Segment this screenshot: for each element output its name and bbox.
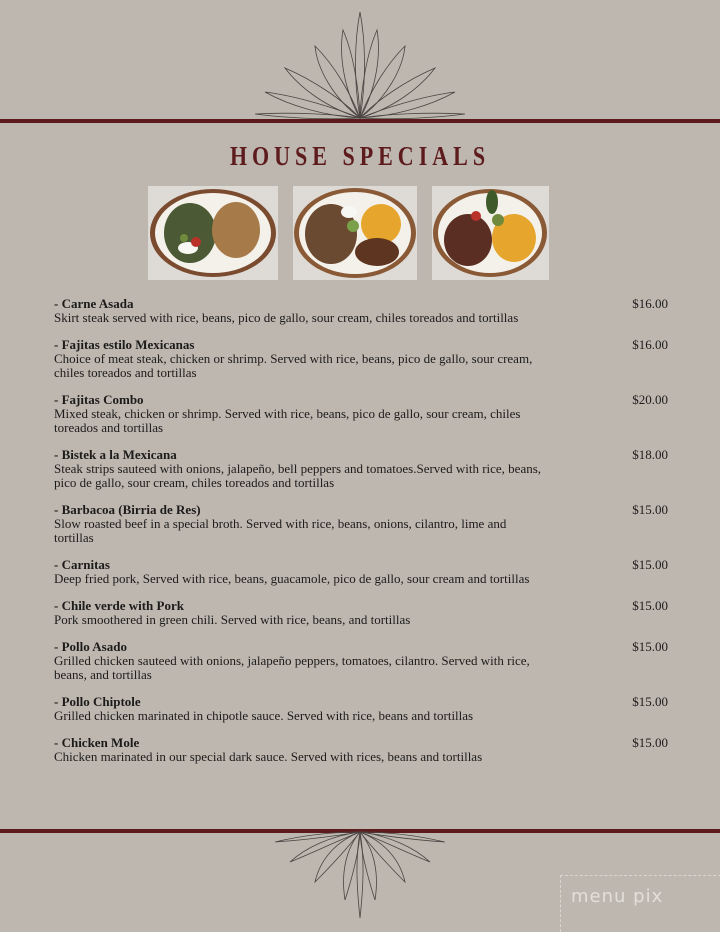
item-price: $15.00 — [632, 639, 668, 654]
item-price: $16.00 — [632, 337, 668, 352]
item-name: - Barbacoa (Birria de Res) — [54, 502, 201, 517]
top-divider — [0, 119, 720, 123]
menu-item-carnitas — [54, 558, 674, 586]
item-price: $15.00 — [632, 694, 668, 709]
menu-item-fajitas-combo — [54, 393, 674, 435]
item-price: $15.00 — [632, 735, 668, 750]
item-price: $15.00 — [632, 502, 668, 517]
item-description: Chicken marinated in our special dark sauce. Served with rices, beans and tortillas — [54, 749, 483, 764]
menu-item-carne-asada — [54, 297, 674, 325]
menu-item-chicken-mole — [54, 736, 674, 764]
item-name: - Pollo Chiptole — [54, 694, 141, 709]
item-description: Choice of meat steak, chicken or shrimp. Served with rice, beans, pico de gallo, sour cream, chiles toreados and tortillas — [54, 351, 533, 380]
food-photo-2 — [293, 186, 417, 280]
item-name: - Pollo Asado — [54, 639, 127, 654]
page-title: HOUSE SPECIALS — [229, 140, 491, 172]
item-name: - Fajitas estilo Mexicanas — [54, 337, 195, 352]
item-name: - Fajitas Combo — [54, 392, 144, 407]
menu-item-barbacoa — [54, 503, 674, 545]
item-description: Mixed steak, chicken or shrimp. Served with rice, beans, pico de gallo, sour cream, chiles toreados and tortillas — [54, 406, 521, 435]
menu-item-pollo-asado — [54, 640, 674, 682]
item-description: Steak strips sauteed with onions, jalapeño, bell peppers and tomatoes.Served with rice, beans, pico de gallo, sour cream, chiles toreados and tortillas — [54, 461, 542, 490]
item-price: $18.00 — [632, 447, 668, 462]
menu-item-bistek — [54, 448, 674, 490]
item-description: Grilled chicken sauteed with onions, jalapeño peppers, tomatoes, cilantro. Served with rice, beans, and tortillas — [54, 653, 530, 682]
watermark — [560, 875, 720, 932]
item-name: - Chicken Mole — [54, 735, 140, 750]
item-price: $20.00 — [632, 392, 668, 407]
item-price: $16.00 — [632, 296, 668, 311]
watermark-text: menu pix — [571, 886, 664, 907]
item-name: - Carnitas — [54, 557, 110, 572]
agave-ornament-top — [255, 8, 465, 120]
item-name: - Carne Asada — [54, 296, 134, 311]
item-name: - Bistek a la Mexicana — [54, 447, 177, 462]
agave-ornament-bottom — [275, 830, 445, 920]
food-photo-3 — [432, 186, 549, 280]
menu-item-fajitas-mexicanas — [54, 338, 674, 380]
item-name: - Chile verde with Pork — [54, 598, 184, 613]
menu-item-chile-verde — [54, 599, 674, 627]
food-photo-1 — [148, 186, 278, 280]
menu-list — [54, 297, 674, 777]
item-description: Skirt steak served with rice, beans, pico de gallo, sour cream, chiles toreados and tortillas — [54, 310, 519, 325]
item-description: Slow roasted beef in a special broth. Served with rice, beans, onions, cilantro, lime and tortillas — [54, 516, 507, 545]
item-description: Pork smoothered in green chili. Served with rice, beans, and tortillas — [54, 612, 411, 627]
item-price: $15.00 — [632, 557, 668, 572]
item-description: Grilled chicken marinated in chipotle sauce. Served with rice, beans and tortillas — [54, 708, 474, 723]
item-description: Deep fried pork, Served with rice, beans, guacamole, pico de gallo, sour cream and tortillas — [54, 571, 530, 586]
menu-item-pollo-chiptole — [54, 695, 674, 723]
item-price: $15.00 — [632, 598, 668, 613]
